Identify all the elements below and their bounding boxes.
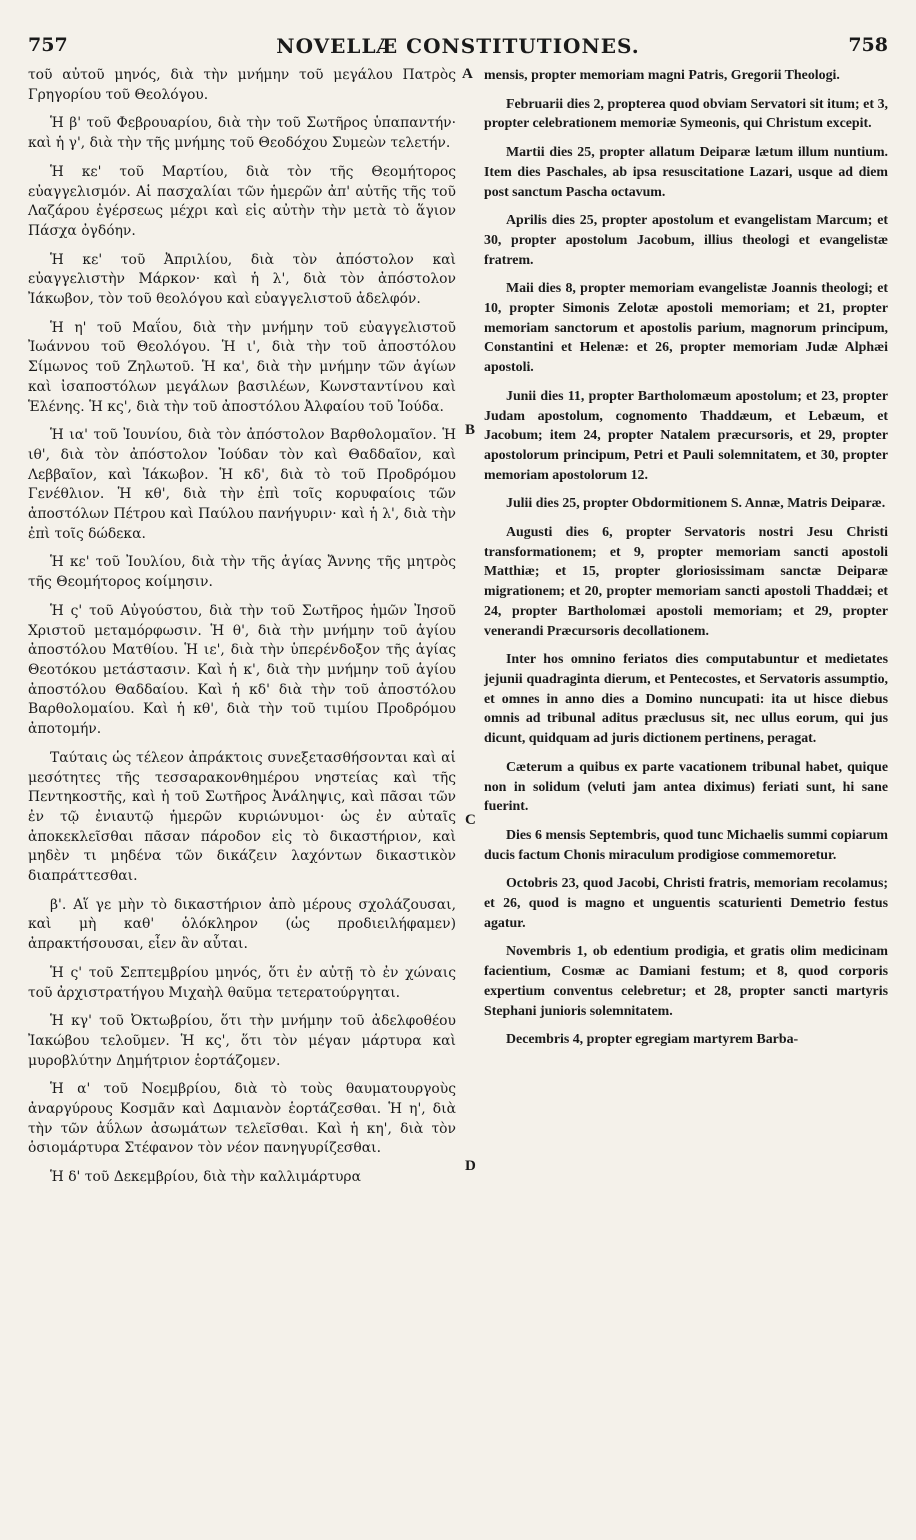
greek-column xyxy=(28,66,456,1197)
greek-paragraph: Ἡ η' τοῦ Μαΐου, διὰ τὴν μνήμην τοῦ εὐαγγελιστοῦ Ἰωάννου τοῦ Θεολόγου. Ἡ ι', διὰ τὴν τοῦ ἀποστόλου Σίμωνος τοῦ Ζηλωτοῦ. Ἡ κα', διὰ τὴν μνήμην τῶν ἁγίων καὶ ἰσαποστόλων μεγάλων βασιλέων, Κωνσταντίνου καὶ Ἑλένης. Ἡ κς', διὰ τὴν τοῦ ἀποστόλου Ἀλφαίου τοῦ Ἰούδα. xyxy=(28,319,456,415)
greek-paragraph: Ἡ κε' τοῦ Ἀπριλίου, διὰ τὸν ἀπόστολον καὶ εὐαγγελιστὴν Μάρκον· καὶ ἡ λ', διὰ τὸν ἀπόστολον Ἰάκωβον, τὸν τοῦ θεολόγου καὶ εὐαγγελιστοῦ ἀδελφόν. xyxy=(28,251,456,308)
greek-paragraph: Ἡ β' τοῦ Φεβρουαρίου, διὰ τὴν τοῦ Σωτῆρος ὑπαπαντήν· καὶ ἡ γ', διὰ τὴν τῆς μνήμης τοῦ Θεοδόχου Συμεὼν τελετήν. xyxy=(28,115,456,152)
section-marker-b: B xyxy=(465,422,476,438)
latin-paragraph: mensis, propter memoriam magni Patris, Gregorii Theologi. xyxy=(484,68,840,83)
latin-paragraph: Martii dies 25, propter allatum Deiparæ lætum illum nuntium. Item dies Paschales, ab ipsa resuscitatione Lazari, usque ad diem post sanctum Pascha octavum. xyxy=(484,145,888,200)
latin-paragraph: Julii dies 25, propter Obdormitionem S. Annæ, Matris Deiparæ. xyxy=(506,496,886,512)
latin-paragraph: Aprilis dies 25, propter apostolum et evangelistam Marcum; et 30, propter apostolum Jacobum, illius theologi et evangelistæ fratrem. xyxy=(484,213,888,268)
greek-paragraph: Ἡ κε' τοῦ Μαρτίου, διὰ τὸν τῆς Θεομήτορος εὐαγγελισμόν. Αἱ πασχαλίαι τῶν ἡμερῶν ἀπ' αὐτῆς τῆς τοῦ Λαζάρου ἐγέρσεως μέχρι καὶ εἰς αὐτὴν τὴν μετὰ τὸ ἅγιον Πάσχα ὀγδόην. xyxy=(28,163,456,239)
latin-paragraph: Decembris 4, propter egregiam martyrem Barba- xyxy=(506,1032,799,1048)
right-page-number: 758 xyxy=(848,34,888,56)
latin-paragraph: Maii dies 8, propter memoriam evangelistæ Joannis theologi; et 10, propter Simonis Zelotæ apostoli memoriam; et 21, propter memoriam sanctorum et apostolis parium, magnorum principum, Constantini et Helenæ: et 26, propter memoriam Judæ Alphæi apostoli. xyxy=(484,281,888,376)
latin-paragraph: Augusti dies 6, propter Servatoris nostri Jesu Christi transformationem; et 9, propter memoriam sancti apostoli Matthiæ; et 15, propter gloriosissimam sanctæ Deiparæ migrationem; et 20, propter memoriam sancti apostoli Thaddæi; et 24, propter Bartholomæi apostoli memoriam; et 29, propter venerandi Præcursoris decollationem. xyxy=(484,525,888,639)
greek-paragraph: Ταύταις ὡς τέλεον ἀπράκτοις συνεξετασθήσονται καὶ αἱ μεσότητες τῆς τεσσαρακονθημέρου νηστείας καὶ τῆς Πεντηκοστῆς, καὶ ἡ τοῦ Σωτῆρος Ἀνάληψις, καὶ πᾶσαι τῶν ἐν τῷ ἐνιαυτῷ ἡμερῶν κυριώνυμοι· ὡς ἐν αὐταῖς ἀποκεκλεῖσθαι πᾶσαν πάροδον εἰς τὸ δικαστήριον, καὶ μηδὲν τι μηδένα τῶν δικάζειν λαχόντων δικαστικὸν διαπράττεσθαι. xyxy=(28,749,456,885)
greek-paragraph: Ἡ α' τοῦ Νοεμβρίου, διὰ τὸ τοὺς θαυματουργοὺς ἀναργύρους Κοσμᾶν καὶ Δαμιανὸν ἑορτάζεσθαι. Ἡ η', διὰ τὴν τῶν ἀΰλων ἀσωμάτων τελεῖσθαι. Καὶ ἡ κη', διὰ τὸν ὁσιομάρτυρα Στέφανον τὸν νέον πανηγυρίζεσθαι. xyxy=(28,1081,456,1157)
latin-paragraph: Octobris 23, quod Jacobi, Christi fratris, memoriam recolamus; et 26, quod is magno et unguentis scaturienti Demetrio festus agatur. xyxy=(484,876,888,931)
page-header xyxy=(28,34,888,64)
greek-paragraph: τοῦ αὐτοῦ μηνός, διὰ τὴν μνήμην τοῦ μεγάλου Πατρὸς Γρηγορίου τοῦ Θεολόγου. xyxy=(28,67,456,103)
latin-paragraph: Novembris 1, ob edentium prodigia, et gratis olim medicinam facientium, Cosmæ ac Damiani festum; et 8, quod corporis expertium conventus celebretur; et 28, propter sancti martyris Stephani junioris solemnitatem. xyxy=(484,944,888,1019)
greek-paragraph: Ἡ κγ' τοῦ Ὀκτωβρίου, ὅτι τὴν μνήμην τοῦ ἀδελφοθέου Ἰακώβου τελοῦμεν. Ἡ κς', ὅτι τὸν μέγαν μάρτυρα καὶ μυροβλύτην Δημήτριον ἑορτάζομεν. xyxy=(28,1013,456,1069)
latin-paragraph: Cæterum a quibus ex parte vacationem tribunal habet, quique non in solidum (veluti jam antea diximus) feriati sunt, hi sane fuerint. xyxy=(484,759,888,815)
greek-paragraph: Ἡ ς' τοῦ Σεπτεμβρίου μηνός, ὅτι ἐν αὐτῇ τὸ ἐν χώναις τοῦ ἀρχιστρατήγου Μιχαὴλ θαῦμα τετερατούργηται. xyxy=(28,964,456,1001)
latin-paragraph: Februarii dies 2, propterea quod obviam Servatori sit itum; et 3, propter celebrationem memoriæ Symeonis, qui Christum excepit. xyxy=(484,96,888,132)
section-marker-c: C xyxy=(465,812,476,828)
latin-column xyxy=(484,66,888,1059)
greek-paragraph: Ἡ ς' τοῦ Αὐγούστου, διὰ τὴν τοῦ Σωτῆρος ἡμῶν Ἰησοῦ Χριστοῦ μεταμόρφωσιν. Ἡ θ', διὰ τὴν μνήμην τοῦ ἁγίου ἀποστόλου Ματθίου. Ἡ ιε', διὰ τὴν ὑπερένδοξον τῆς ἁγίας Θεοτόκου μετάστασιν. Καὶ ἡ κ', διὰ τὴν μνήμην τοῦ ἁγίου ἀποστόλου Θαδδαίου. Καὶ ἡ κδ' διὰ τὴν τοῦ ἀποστόλου Βαρθολομαίου. Καὶ ἡ κθ', διὰ τὴν τοῦ τιμίου Προδρόμου ἀποτομήν. xyxy=(28,602,456,738)
section-marker-d: D xyxy=(465,1158,476,1174)
greek-paragraph: Ἡ δ' τοῦ Δεκεμβρίου, διὰ τὴν καλλιμάρτυρα xyxy=(50,1169,361,1186)
running-title: NOVELLÆ CONSTITUTIONES. xyxy=(276,34,640,58)
latin-paragraph: Inter hos omnino feriatos dies computabuntur et medietates jejunii quadraginta dierum, et Pentecostes, et Servatoris assumptio, et omnes in anno dies a Domino nuncupati: ita ut hisce diebus omnis ad tribunal aditus præclusus sit, nec ullus eorum, qui jus dicunt, quidquam ad juris dictionem pertinens, peragat. xyxy=(484,652,888,747)
greek-paragraph: β'. Αἵ γε μὴν τὸ δικαστήριον ἀπὸ μέρους σχολάζουσαι, καὶ μὴ καθ' ὁλόκληρον (ὡς προδιειλήφαμεν) ἀπρακτήσουσαι, εἶεν ἂν αὗται. xyxy=(28,896,456,953)
greek-paragraph: Ἡ κε' τοῦ Ἰουλίου, διὰ τὴν τῆς ἁγίας Ἄννης τῆς μητρὸς τῆς Θεομήτορος κοίμησιν. xyxy=(28,554,456,591)
latin-paragraph: Dies 6 mensis Septembris, quod tunc Michaelis summi copiarum ducis factum Chonis miraculum prodigiose commemoretur. xyxy=(484,827,888,863)
left-page-number: 757 xyxy=(28,34,68,56)
latin-paragraph: Junii dies 11, propter Bartholomæum apostolum; et 23, propter Judam apostolum, cognomento Thaddæum, et Lebæum, et Jacobum; item 24, propter Natalem præcursoris, et 29, propter apostolorum principum, Petri et Pauli solemnitatem, et 30, propter memoriam apostolorum 12. xyxy=(484,388,888,483)
section-marker-a: A xyxy=(462,66,473,82)
greek-paragraph: Ἡ ια' τοῦ Ἰουνίου, διὰ τὸν ἀπόστολον Βαρθολομαῖον. Ἡ ιθ', διὰ τὸν ἀπόστολον Ἰούδαν τὸν καὶ Θαδδαῖον, καὶ Λεββαῖον, καὶ Ἰάκωβον. Ἡ κδ', διὰ τὸ τοῦ Προδρόμου Γενέθλιον. Ἡ κθ', διὰ τὴν ἐπὶ τοῖς κορυφαίοις τῶν ἀποστόλων Πέτρου καὶ Παύλου πανήγυριν· καὶ ἡ λ', διὰ τὴν ἐπὶ τοῖς δώδεκα. xyxy=(28,427,456,542)
